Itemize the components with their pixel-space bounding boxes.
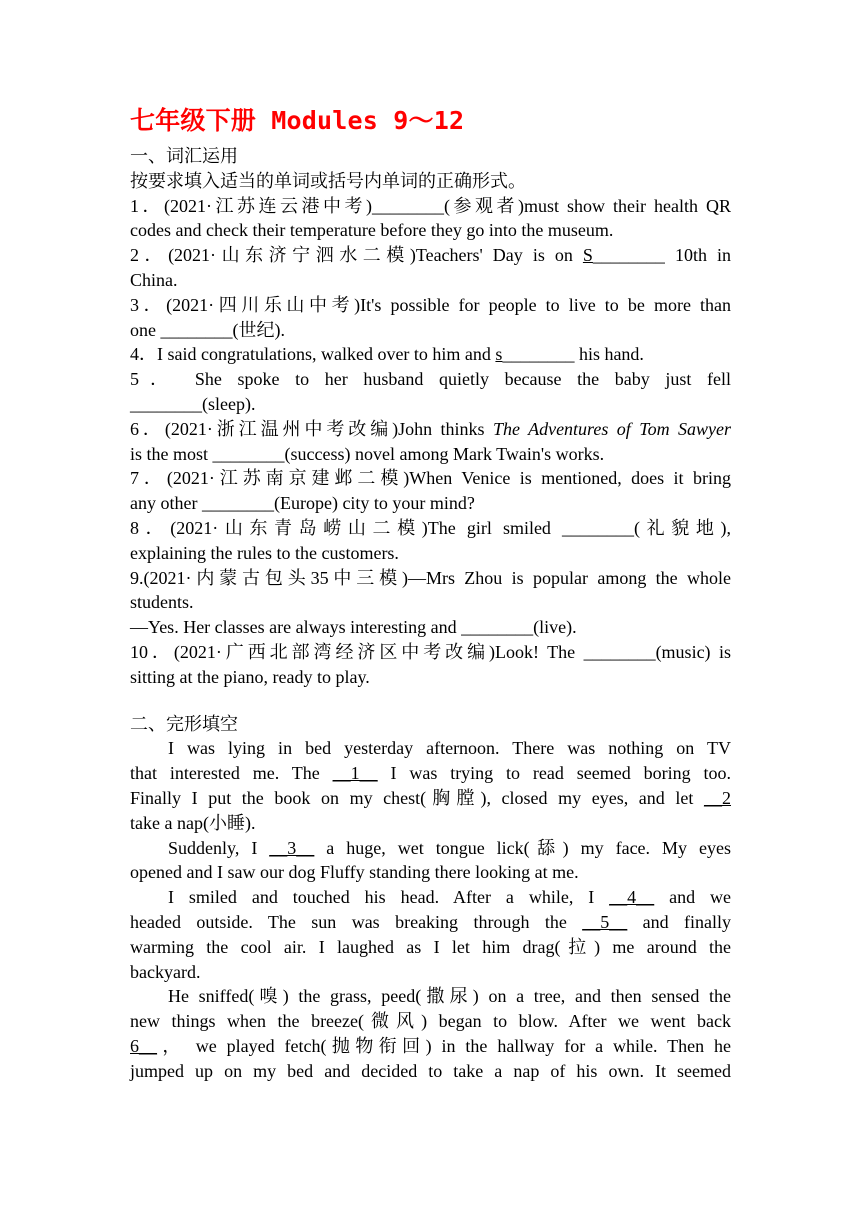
p3-line3: warming the cool air. I laughed as I let him drag(拉) me around the — [130, 936, 731, 957]
p3-line4: backyard. — [130, 961, 201, 982]
p3-line1 — [130, 885, 731, 910]
section-heading-vocabulary: 一、词汇运用 — [130, 146, 238, 166]
p1-line2 — [130, 761, 731, 786]
p3-text-c: headed outside. The sun was breaking through the — [130, 911, 583, 932]
p1-text-c: Finally I put the book on my chest(胸膛), closed my eyes, and let — [130, 787, 704, 808]
q9-line2: students. — [130, 592, 194, 613]
p4-line2: new things when the breeze(微风) began to blow. After we went back — [130, 1011, 731, 1032]
cloze-blank-1: __1__ — [332, 763, 378, 784]
q6-text: 6．(2021·浙江温州中考改编)John thinks — [130, 418, 493, 439]
spacer — [130, 690, 731, 712]
p2-text-b: a huge, wet tongue lick(舔) my face. My eyes — [314, 837, 732, 858]
q10-line1: 10．(2021·广西北部湾经济区中考改编)Look! The ________(music) is — [130, 641, 731, 662]
section-heading-cloze: 二、完形填空 — [130, 713, 238, 734]
instruction: 按要求填入适当的单词或括号内单词的正确形式。 — [130, 170, 526, 191]
q5-line1: 5． She spoke to her husband quietly because the baby just fell — [130, 369, 731, 390]
q4-blank: ________ — [502, 344, 575, 365]
cloze-blank-4: __4__ — [609, 887, 655, 908]
q10-line2: sitting at the piano, ready to play. — [130, 666, 370, 687]
p1-line3 — [130, 786, 731, 811]
q4-line1 — [130, 342, 731, 367]
page-title: 七年级下册 Modules 9～12 — [130, 106, 465, 135]
q5-line2: ________(sleep). — [130, 393, 256, 414]
q3-line1: 3．(2021·四川乐山中考)It's possible for people to live to be more than — [130, 294, 731, 315]
q1-line2: codes and check their temperature before they go into the museum. — [130, 220, 614, 241]
p4-line4: jumped up on my bed and decided to take a nap of his own. It seemed — [130, 1060, 731, 1081]
cloze-blank-2: __2 — [704, 787, 731, 808]
p3-line2 — [130, 910, 731, 935]
q2-text-end: 10th in — [664, 245, 731, 266]
q6-book-title: The Adventures of Tom Sawyer — [492, 418, 731, 439]
cloze-blank-3: __3__ — [269, 837, 315, 858]
q9-line3: —Yes. Her classes are always interesting and ________(live). — [130, 617, 577, 638]
q2-line2: China. — [130, 269, 178, 290]
cloze-blank-6: 6__ — [130, 1035, 157, 1056]
q2-text: 2．(2021·山东济宁泗水二模)Teachers' Day is on — [130, 245, 583, 266]
q4-text: 4．I said congratulations, walked over to him and — [130, 344, 496, 365]
p3-text-d: and finally — [627, 911, 731, 932]
p1-line4: take a nap(小睡). — [130, 812, 256, 833]
q8-line2: explaining the rules to the customers. — [130, 542, 399, 563]
q2-line1 — [130, 243, 731, 268]
q6-line1 — [130, 417, 731, 442]
p1-text: that interested me. The — [130, 763, 333, 784]
p3-text-b: and we — [654, 887, 732, 908]
p1-text-b: I was trying to read seemed boring too. — [377, 763, 731, 784]
p2-line2: opened and I saw our dog Fluffy standing there looking at me. — [130, 862, 579, 883]
p4-line1: He sniffed(嗅) the grass, peed(撒尿) on a tree, and then sensed the — [168, 986, 731, 1007]
p2-text: Suddenly, I — [168, 837, 270, 858]
q7-line2: any other ________(Europe) city to your mind? — [130, 493, 475, 514]
q2-hint-letter: S — [582, 245, 593, 266]
q9-line1: 9.(2021·内蒙古包头35中三模)—Mrs Zhou is popular among the whole — [130, 567, 731, 588]
p3-text: I smiled and touched his head. After a while, I — [168, 887, 610, 908]
q1-line1: 1．(2021·江苏连云港中考)________(参观者)must show their health QR — [130, 195, 731, 216]
p2-line1 — [130, 836, 731, 861]
q6-line2: is the most ________(success) novel among Mark Twain's works. — [130, 443, 605, 464]
p4-text: ， we played fetch(抛物衔回) in the hallway for a while. Then he — [157, 1035, 731, 1056]
q7-line1: 7．(2021·江苏南京建邺二模)When Venice is mentioned, does it bring — [130, 468, 731, 489]
q4-hint-letter: s — [495, 344, 503, 365]
worksheet — [130, 104, 731, 1083]
q8-line1: 8．(2021·山东青岛崂山二模)The girl smiled ________(礼貌地), — [130, 517, 731, 538]
p1-line1: I was lying in bed yesterday afternoon. There was nothing on TV — [168, 738, 731, 759]
q3-line2: one ________(世纪). — [130, 319, 285, 340]
cloze-blank-5: __5__ — [582, 911, 628, 932]
q4-text-end: his hand. — [574, 344, 644, 365]
q2-blank: ________ — [592, 245, 665, 266]
p4-line3 — [130, 1034, 731, 1059]
